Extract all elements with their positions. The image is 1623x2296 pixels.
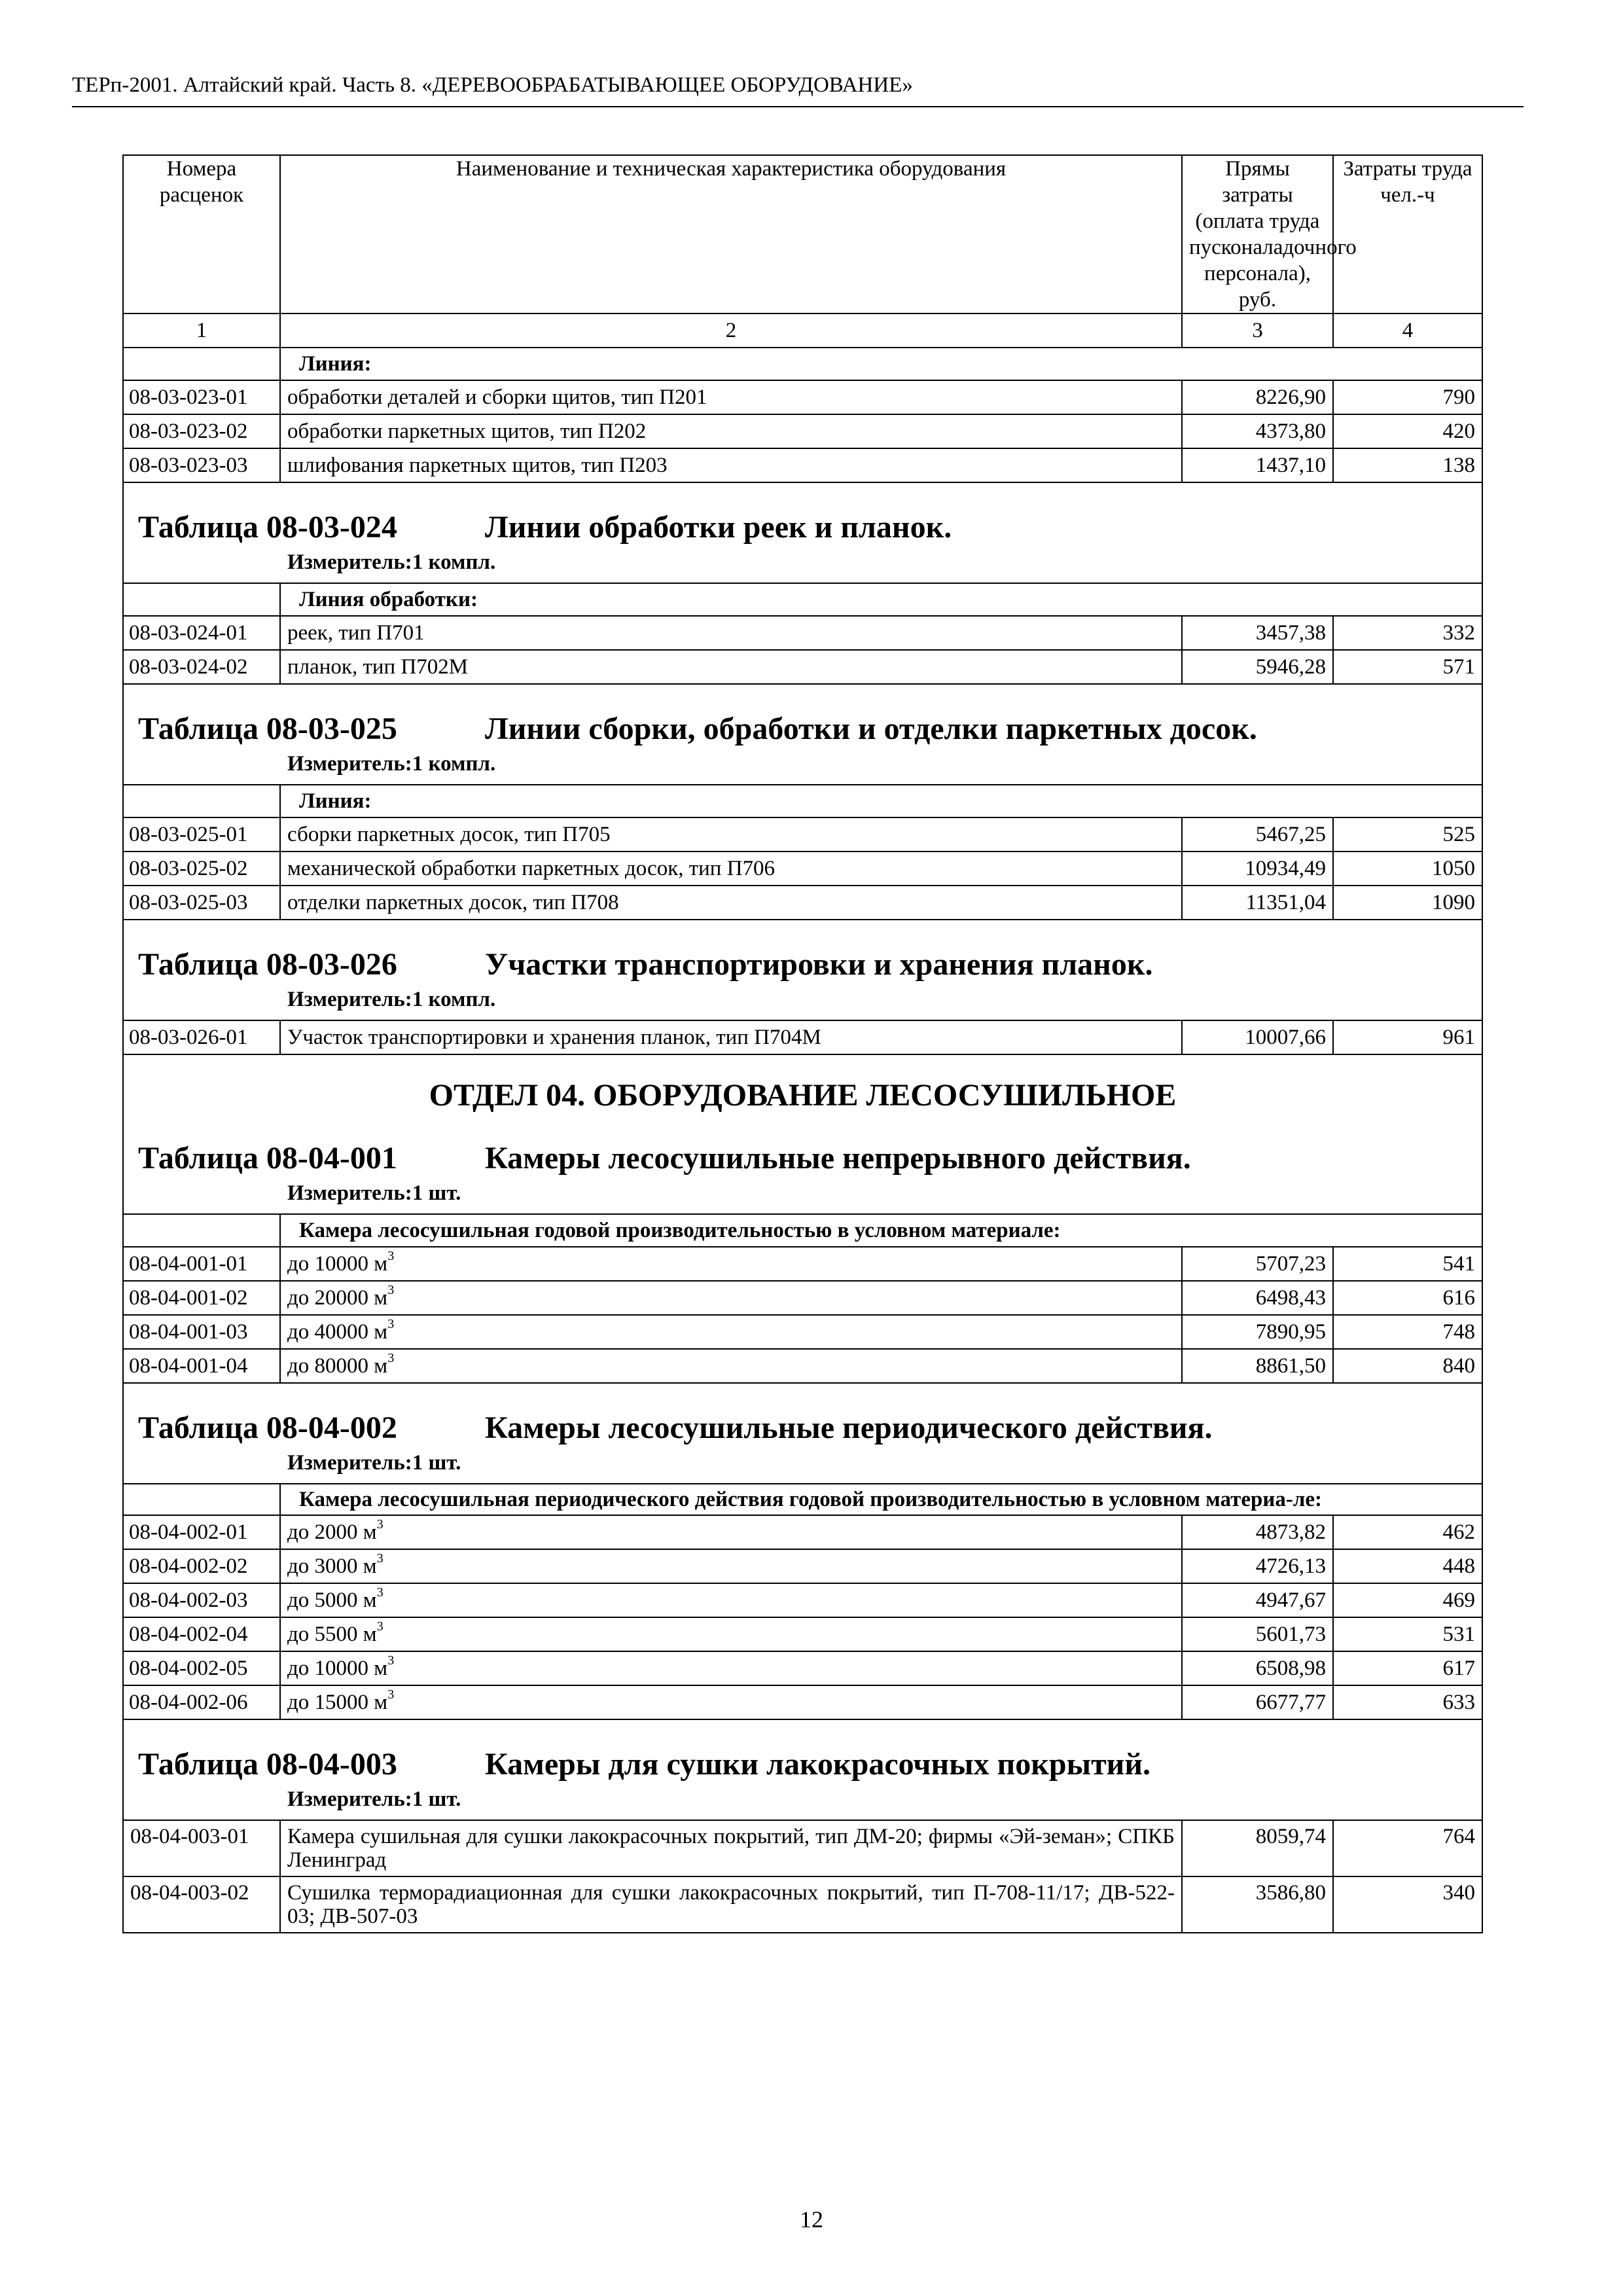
table-id: Таблица 08-03-025 xyxy=(138,711,397,746)
equipment-name: Сушилка терморадиационная для сушки лакокрасочных покрытий, тип П-708-11/17; ДВ-522-03; ДВ-507-03 xyxy=(280,1876,1182,1933)
unit-exponent: 3 xyxy=(376,1517,383,1532)
labor-cost: 790 xyxy=(1333,380,1482,414)
rate-code: 08-04-001-02 xyxy=(123,1281,280,1315)
rate-code: 08-03-024-01 xyxy=(123,616,280,650)
equipment-name: до 40000 $м^3$ xyxy=(280,1315,1182,1349)
table-row xyxy=(123,1020,1482,1054)
col-number-4: 4 xyxy=(1333,314,1482,348)
table-row xyxy=(123,616,1482,650)
direct-cost: 1437,10 xyxy=(1182,448,1333,482)
direct-cost: 3457,38 xyxy=(1182,616,1333,650)
table-name: Линии обработки реек и планок. xyxy=(485,510,952,545)
col-header-name: Наименование и техническая характеристика оборудования xyxy=(280,155,1182,314)
table-row xyxy=(123,1549,1482,1583)
header-rule xyxy=(72,106,1524,107)
table-heading-row xyxy=(123,1719,1482,1820)
labor-cost: 961 xyxy=(1333,1020,1482,1054)
rate-code: 08-04-002-03 xyxy=(123,1583,280,1617)
table-name: Участки транспортировки и хранения планок. xyxy=(485,947,1153,982)
labor-cost: 1050 xyxy=(1333,852,1482,886)
direct-cost: 5601,73 xyxy=(1182,1617,1333,1651)
rate-code: 08-03-025-01 xyxy=(123,817,280,852)
column-number-row xyxy=(123,314,1482,348)
table-row xyxy=(123,650,1482,684)
col-number-1: 1 xyxy=(123,314,280,348)
direct-cost: 11351,04 xyxy=(1182,886,1333,920)
equipment-name: механической обработки паркетных досок, тип П706 xyxy=(280,852,1182,886)
labor-cost: 1090 xyxy=(1333,886,1482,920)
direct-cost: 10007,66 xyxy=(1182,1020,1333,1054)
labor-cost: 469 xyxy=(1333,1583,1482,1617)
direct-cost: 10934,49 xyxy=(1182,852,1333,886)
table-unit: Измеритель:1 шт. xyxy=(287,1451,461,1475)
equipment-name: до 10000 $м^3$ xyxy=(280,1651,1182,1685)
table-row xyxy=(123,1349,1482,1383)
rate-code: 08-03-026-01 xyxy=(123,1020,280,1054)
equipment-name: планок, тип П702М xyxy=(280,650,1182,684)
rate-code: 08-04-002-01 xyxy=(123,1515,280,1549)
table-row xyxy=(123,1820,1482,1876)
table-row xyxy=(123,817,1482,852)
direct-cost: 8861,50 xyxy=(1182,1349,1333,1383)
unit-exponent: 3 xyxy=(387,1249,395,1263)
equipment-name: обработки паркетных щитов, тип П202 xyxy=(280,414,1182,448)
unit-exponent: 3 xyxy=(387,1653,395,1668)
equipment-name: отделки паркетных досок, тип П708 xyxy=(280,886,1182,920)
section-title: ОТДЕЛ 04. ОБОРУДОВАНИЕ ЛЕСОСУШИЛЬНОЕ xyxy=(429,1078,1177,1113)
labor-cost: 764 xyxy=(1333,1820,1482,1876)
direct-cost: 5707,23 xyxy=(1182,1247,1333,1281)
page-header: ТЕРп-2001. Алтайский край. Часть 8. «ДЕРЕВООБРАБАТЫВАЮЩЕЕ ОБОРУДОВАНИЕ» xyxy=(72,73,913,97)
table-title xyxy=(124,920,1482,983)
table-row xyxy=(123,1515,1482,1549)
rate-code: 08-04-003-02 xyxy=(123,1876,280,1933)
rate-code: 08-03-025-02 xyxy=(123,852,280,886)
equipment-name: до 15000 $м^3$ xyxy=(280,1685,1182,1719)
group-label: Линия: xyxy=(280,348,1482,380)
table-unit: Измеритель:1 компл. xyxy=(287,752,496,776)
labor-cost: 571 xyxy=(1333,650,1482,684)
table-heading-row xyxy=(123,1383,1482,1484)
table-heading-row xyxy=(123,920,1482,1020)
table-unit: Измеритель:1 компл. xyxy=(287,988,496,1011)
table-title xyxy=(124,685,1482,747)
unit-exponent: 3 xyxy=(387,1687,395,1702)
table-row xyxy=(123,1617,1482,1651)
equipment-name: до 2000 $м^3$ xyxy=(280,1515,1182,1549)
col-header-labor: Затраты труда чел.-ч xyxy=(1333,155,1482,314)
rate-code: 08-04-002-02 xyxy=(123,1549,280,1583)
unit-exponent: 3 xyxy=(376,1619,383,1634)
labor-cost: 616 xyxy=(1333,1281,1482,1315)
rates-table xyxy=(122,154,1483,1933)
table-title xyxy=(124,1384,1482,1446)
equipment-name: до 5500 $м^3$ xyxy=(280,1617,1182,1651)
labor-cost: 541 xyxy=(1333,1247,1482,1281)
table-name: Камеры лесосушильные непрерывного действия. xyxy=(485,1141,1191,1175)
labor-cost: 340 xyxy=(1333,1876,1482,1933)
rate-code: 08-04-001-03 xyxy=(123,1315,280,1349)
equipment-name: до 80000 $м^3$ xyxy=(280,1349,1182,1383)
direct-cost: 5467,25 xyxy=(1182,817,1333,852)
col-number-3: 3 xyxy=(1182,314,1333,348)
direct-cost: 8059,74 xyxy=(1182,1820,1333,1876)
table-name: Камеры лесосушильные периодического действия. xyxy=(485,1410,1213,1445)
group-row xyxy=(123,1214,1482,1247)
table-id: Таблица 08-03-024 xyxy=(138,510,397,545)
group-row xyxy=(123,583,1482,616)
direct-cost: 4873,82 xyxy=(1182,1515,1333,1549)
unit-exponent: 3 xyxy=(376,1551,383,1566)
direct-cost: 4726,13 xyxy=(1182,1549,1333,1583)
table-row xyxy=(123,1685,1482,1719)
rate-code: 08-03-023-03 xyxy=(123,448,280,482)
rate-code: 08-04-003-01 xyxy=(123,1820,280,1876)
table-title xyxy=(124,1114,1482,1177)
rate-code: 08-04-002-04 xyxy=(123,1617,280,1651)
table-title xyxy=(124,1720,1482,1783)
equipment-name: шлифования паркетных щитов, тип П203 xyxy=(280,448,1182,482)
group-label: Линия обработки: xyxy=(280,583,1482,616)
table-unit: Измеритель:1 шт. xyxy=(287,1181,461,1205)
labor-cost: 748 xyxy=(1333,1315,1482,1349)
direct-cost: 6677,77 xyxy=(1182,1685,1333,1719)
col-number-2: 2 xyxy=(280,314,1182,348)
direct-cost: 6508,98 xyxy=(1182,1651,1333,1685)
table-id: Таблица 08-03-026 xyxy=(138,947,397,982)
labor-cost: 617 xyxy=(1333,1651,1482,1685)
labor-cost: 138 xyxy=(1333,448,1482,482)
direct-cost: 5946,28 xyxy=(1182,650,1333,684)
equipment-name: сборки паркетных досок, тип П705 xyxy=(280,817,1182,852)
direct-cost: 6498,43 xyxy=(1182,1281,1333,1315)
rate-code: 08-03-023-01 xyxy=(123,380,280,414)
rate-code: 08-04-002-05 xyxy=(123,1651,280,1685)
column-header-row xyxy=(123,155,1482,314)
direct-cost: 3586,80 xyxy=(1182,1876,1333,1933)
labor-cost: 525 xyxy=(1333,817,1482,852)
table-heading-row xyxy=(123,684,1482,785)
group-row xyxy=(123,348,1482,380)
table-row xyxy=(123,1315,1482,1349)
rate-code: 08-04-001-01 xyxy=(123,1247,280,1281)
labor-cost: 420 xyxy=(1333,414,1482,448)
group-label: Камера лесосушильная годовой производительностью в условном материале: xyxy=(280,1214,1482,1247)
table-row xyxy=(123,1876,1482,1933)
group-row xyxy=(123,1484,1482,1515)
equipment-name: Камера сушильная для сушки лакокрасочных покрытий, тип ДМ-20; фирмы «Эй-земан»; СПКБ Ленинград xyxy=(280,1820,1182,1876)
table-id: Таблица 08-04-003 xyxy=(138,1747,397,1782)
table-row xyxy=(123,1651,1482,1685)
table-row xyxy=(123,380,1482,414)
unit-exponent: 3 xyxy=(387,1283,395,1297)
table-heading-row xyxy=(123,1054,1482,1214)
rate-code: 08-04-001-04 xyxy=(123,1349,280,1383)
col-header-direct-costs: Прямы затраты (оплата труда пусконаладочного персонала), руб. xyxy=(1182,155,1333,314)
direct-cost: 4947,67 xyxy=(1182,1583,1333,1617)
table-unit: Измеритель:1 компл. xyxy=(287,550,496,574)
labor-cost: 840 xyxy=(1333,1349,1482,1383)
table-row xyxy=(123,886,1482,920)
group-row xyxy=(123,785,1482,817)
table-row xyxy=(123,414,1482,448)
rate-code: 08-03-023-02 xyxy=(123,414,280,448)
table-row xyxy=(123,1583,1482,1617)
table-name: Камеры для сушки лакокрасочных покрытий. xyxy=(485,1747,1150,1782)
rate-code: 08-04-002-06 xyxy=(123,1685,280,1719)
direct-cost: 4373,80 xyxy=(1182,414,1333,448)
unit-exponent: 3 xyxy=(387,1351,395,1365)
labor-cost: 462 xyxy=(1333,1515,1482,1549)
col-header-codes: Номера расценок xyxy=(123,155,280,314)
group-label: Камера лесосушильная периодического действия годовой производительностью в условном материа-ле: xyxy=(280,1484,1482,1515)
direct-cost: 7890,95 xyxy=(1182,1315,1333,1349)
labor-cost: 633 xyxy=(1333,1685,1482,1719)
table-row xyxy=(123,1247,1482,1281)
table-row xyxy=(123,1281,1482,1315)
table-title xyxy=(124,483,1482,546)
equipment-name: обработки деталей и сборки щитов, тип П201 xyxy=(280,380,1182,414)
labor-cost: 531 xyxy=(1333,1617,1482,1651)
table-row xyxy=(123,852,1482,886)
table-id: Таблица 08-04-001 xyxy=(138,1141,397,1175)
table-unit: Измеритель:1 шт. xyxy=(287,1787,461,1811)
direct-cost: 8226,90 xyxy=(1182,380,1333,414)
equipment-name: до 10000 $м^3$ xyxy=(280,1247,1182,1281)
equipment-name: до 20000 $м^3$ xyxy=(280,1281,1182,1315)
labor-cost: 332 xyxy=(1333,616,1482,650)
table-id: Таблица 08-04-002 xyxy=(138,1410,397,1445)
equipment-name: до 3000 $м^3$ xyxy=(280,1549,1182,1583)
group-label: Линия: xyxy=(280,785,1482,817)
equipment-name: реек, тип П701 xyxy=(280,616,1182,650)
unit-exponent: 3 xyxy=(387,1317,395,1331)
page-number: 12 xyxy=(800,2206,823,2233)
rate-code: 08-03-024-02 xyxy=(123,650,280,684)
unit-exponent: 3 xyxy=(376,1585,383,1600)
table-name: Линии сборки, обработки и отделки паркетных досок. xyxy=(485,711,1257,746)
table-row xyxy=(123,448,1482,482)
labor-cost: 448 xyxy=(1333,1549,1482,1583)
table-heading-row xyxy=(123,482,1482,583)
rate-code: 08-03-025-03 xyxy=(123,886,280,920)
equipment-name: Участок транспортировки и хранения планок, тип П704М xyxy=(280,1020,1182,1054)
equipment-name: до 5000 $м^3$ xyxy=(280,1583,1182,1617)
